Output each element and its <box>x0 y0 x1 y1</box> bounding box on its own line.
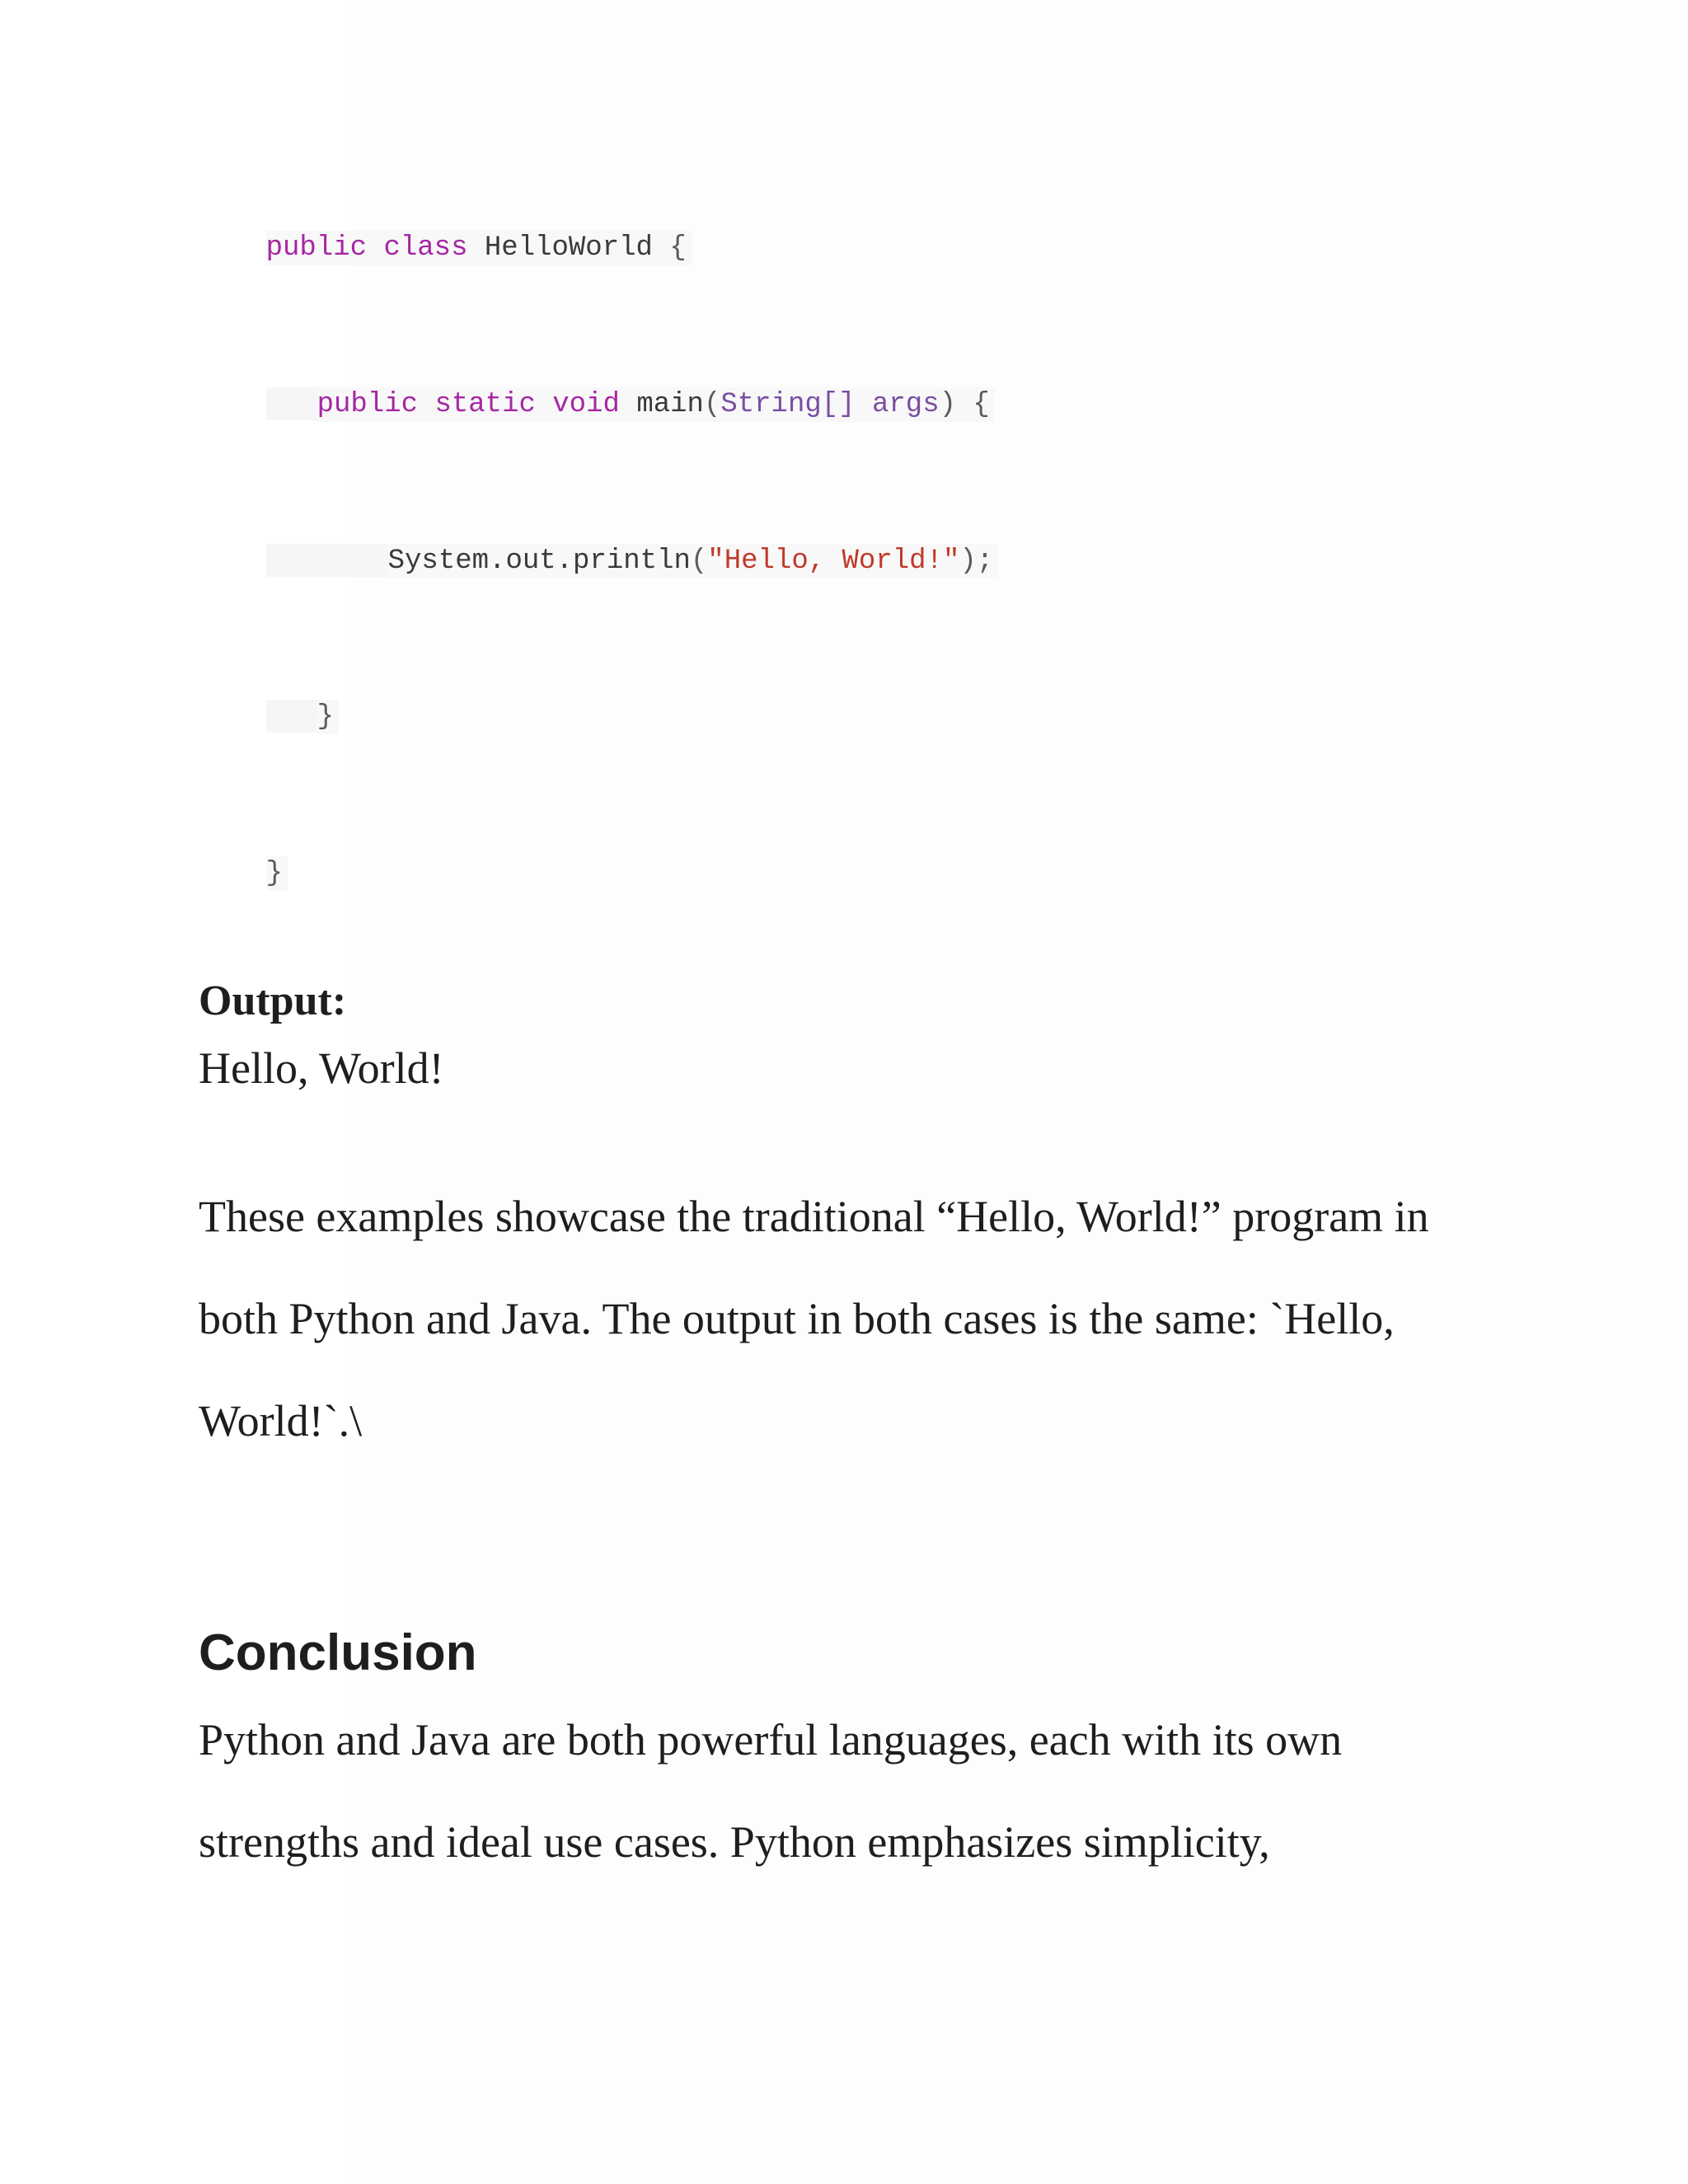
code-keyword: public <box>265 232 368 264</box>
code-line-class-close <box>199 822 288 889</box>
code-paren: ( <box>703 389 721 420</box>
code-keyword: class <box>383 232 468 264</box>
code-param-type: String[] <box>720 389 856 420</box>
code-brace: { <box>669 232 687 264</box>
code-keyword: public <box>316 389 419 420</box>
code-keyword: static <box>434 389 536 420</box>
code-brace: } <box>265 858 284 889</box>
paragraph-line: both Python and Java. The output in both cases is the same: `Hello, <box>199 1294 1395 1343</box>
output-value: Hello, World! <box>199 1043 444 1093</box>
code-string-literal: "Hello, World!" <box>707 546 960 577</box>
code-paren: ( <box>690 546 708 577</box>
paragraph-line: These examples showcase the traditional “Hello, World!” program in <box>199 1192 1429 1241</box>
code-line-method-close <box>199 665 339 733</box>
code-line-class-declaration <box>199 196 692 264</box>
conclusion-line: Python and Java are both powerful languages, each with its own <box>199 1715 1343 1765</box>
code-method-call: System.out.println <box>387 546 691 577</box>
code-method-name: main <box>636 389 704 420</box>
conclusion-heading: Conclusion <box>199 1624 477 1681</box>
code-keyword: void <box>552 389 620 420</box>
code-brace: { <box>973 389 990 420</box>
code-brace: } <box>316 701 335 733</box>
code-line-println <box>199 509 998 577</box>
output-label: Output: <box>199 977 347 1024</box>
code-statement-end: ); <box>959 546 994 577</box>
paragraph-line: World!`.\ <box>199 1396 363 1446</box>
code-line-main-method <box>199 353 995 420</box>
conclusion-line: strengths and ideal use cases. Python emphasizes simplicity, <box>199 1817 1270 1867</box>
code-class-name: HelloWorld <box>484 232 653 264</box>
code-paren: ) <box>939 389 957 420</box>
code-param-name: args <box>871 389 940 420</box>
